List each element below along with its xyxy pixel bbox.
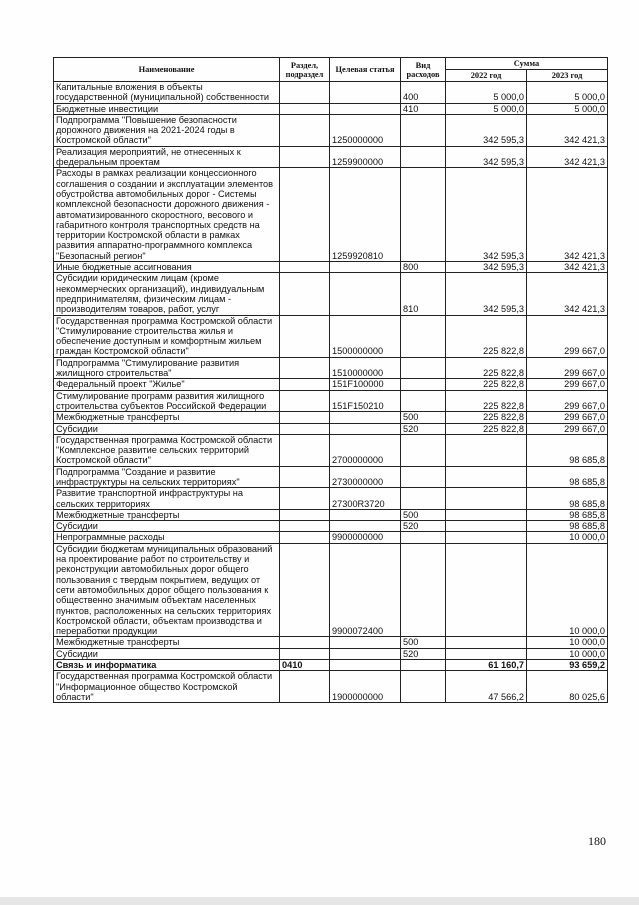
row-sum-2023: 93 659,2: [527, 660, 608, 671]
row-section: [280, 466, 330, 488]
row-expense-type: [401, 114, 446, 146]
row-section: [280, 509, 330, 520]
row-expense-type: 520: [401, 423, 446, 434]
row-section: [280, 82, 330, 104]
table-row: [54, 412, 608, 423]
row-sum-2022: [446, 521, 527, 532]
row-sum-2022: 342 595,3: [446, 273, 527, 315]
row-target-code: 2700000000: [330, 434, 401, 466]
header-name: Наименование: [54, 58, 280, 82]
row-sum-2022: 225 822,8: [446, 357, 527, 379]
row-sum-2023: 299 667,0: [527, 315, 608, 357]
row-sum-2023: 342 421,3: [527, 273, 608, 315]
row-sum-2023: 98 685,8: [527, 466, 608, 488]
row-sum-2022: 225 822,8: [446, 412, 527, 423]
row-target-code: [330, 423, 401, 434]
row-sum-2022: 225 822,8: [446, 390, 527, 412]
row-name: Федеральный проект "Жилье": [54, 379, 280, 390]
row-sum-2023: 98 685,8: [527, 521, 608, 532]
row-expense-type: 810: [401, 273, 446, 315]
row-sum-2022: 5 000,0: [446, 103, 527, 114]
row-sum-2022: [446, 488, 527, 510]
table-row: [54, 315, 608, 357]
row-name: Подпрограмма "Создание и развитие инфраструктуры на сельских территориях": [54, 466, 280, 488]
row-sum-2022: 342 595,3: [446, 146, 527, 168]
row-name: Реализация мероприятий, не отнесенных к федеральным проектам: [54, 146, 280, 168]
row-name: Субсидии: [54, 423, 280, 434]
row-sum-2023: 98 685,8: [527, 488, 608, 510]
row-sum-2023: 10 000,0: [527, 543, 608, 637]
row-sum-2022: [446, 434, 527, 466]
budget-table: [53, 57, 608, 703]
row-section: [280, 379, 330, 390]
row-expense-type: 500: [401, 412, 446, 423]
scan-edge: [0, 897, 639, 905]
row-section: [280, 146, 330, 168]
row-section: 0410: [280, 660, 330, 671]
row-target-code: 1900000000: [330, 671, 401, 703]
table-body: [54, 82, 608, 703]
row-name: Межбюджетные трансферты: [54, 509, 280, 520]
row-expense-type: 800: [401, 262, 446, 273]
row-section: [280, 434, 330, 466]
row-section: [280, 488, 330, 510]
row-target-code: 151F100000: [330, 379, 401, 390]
row-section: [280, 273, 330, 315]
row-name: Межбюджетные трансферты: [54, 637, 280, 648]
row-target-code: [330, 262, 401, 273]
row-expense-type: [401, 146, 446, 168]
row-expense-type: [401, 543, 446, 637]
row-name: Субсидии: [54, 648, 280, 659]
row-sum-2023: 98 685,8: [527, 434, 608, 466]
row-name: Государственная программа Костромской области "Комплексное развитие сельских территорий Костромской области": [54, 434, 280, 466]
row-name: Расходы в рамках реализации концессионного соглашения о создании и эксплуатации элементов обустройства автомобильных дорог - Системы комплексной безопасности дорожного движения - автоматизированного скоростного, весового и габаритного контроля транспортных средств на территории Костромской области в рамках развития аппаратно-программного комплекса "Безопасный регион": [54, 168, 280, 262]
row-name: Стимулирование программ развития жилищного строительства субъектов Российской Федерации: [54, 390, 280, 412]
row-name: Подпрограмма "Стимулирование развития жилищного строительства": [54, 357, 280, 379]
row-expense-type: [401, 532, 446, 543]
row-target-code: [330, 412, 401, 423]
row-target-code: [330, 660, 401, 671]
table-row: [54, 423, 608, 434]
row-sum-2023: 5 000,0: [527, 103, 608, 114]
header-section: Раздел, подраздел: [280, 58, 330, 82]
row-sum-2023: 342 421,3: [527, 146, 608, 168]
row-name: Государственная программа Костромской области "Информационное общество Костромской области": [54, 671, 280, 703]
table-row: [54, 390, 608, 412]
table-row: [54, 103, 608, 114]
row-expense-type: [401, 671, 446, 703]
row-expense-type: [401, 168, 446, 262]
row-section: [280, 543, 330, 637]
table-row: [54, 357, 608, 379]
table-row: [54, 637, 608, 648]
row-name: Государственная программа Костромской области "Стимулирование строительства жилья и обеспечение доступным и комфортным жильем граждан Костромской области": [54, 315, 280, 357]
row-section: [280, 412, 330, 423]
row-target-code: 9900000000: [330, 532, 401, 543]
row-sum-2023: 342 421,3: [527, 168, 608, 262]
row-target-code: 9900072400: [330, 543, 401, 637]
row-name: Субсидии юридическим лицам (кроме некоммерческих организаций), индивидуальным предпринимателям, физическим лицам - производителям товаров, работ, услуг: [54, 273, 280, 315]
row-target-code: 1259900000: [330, 146, 401, 168]
row-expense-type: [401, 357, 446, 379]
table-row: [54, 509, 608, 520]
row-target-code: [330, 521, 401, 532]
table-row: [54, 488, 608, 510]
table-row: [54, 379, 608, 390]
row-sum-2023: 299 667,0: [527, 423, 608, 434]
row-section: [280, 637, 330, 648]
row-sum-2023: 10 000,0: [527, 532, 608, 543]
row-expense-type: 500: [401, 637, 446, 648]
row-sum-2022: 225 822,8: [446, 315, 527, 357]
table-row: [54, 532, 608, 543]
row-name: Иные бюджетные ассигнования: [54, 262, 280, 273]
row-section: [280, 671, 330, 703]
row-sum-2022: 5 000,0: [446, 82, 527, 104]
row-sum-2022: 47 566,2: [446, 671, 527, 703]
row-expense-type: [401, 488, 446, 510]
row-sum-2023: 10 000,0: [527, 637, 608, 648]
row-section: [280, 103, 330, 114]
row-expense-type: [401, 434, 446, 466]
row-section: [280, 648, 330, 659]
row-section: [280, 262, 330, 273]
row-name: Подпрограмма "Повышение безопасности дорожного движения на 2021-2024 годы в Костромской области": [54, 114, 280, 146]
row-target-code: 1510000000: [330, 357, 401, 379]
row-target-code: [330, 509, 401, 520]
row-target-code: 1500000000: [330, 315, 401, 357]
row-sum-2022: 225 822,8: [446, 423, 527, 434]
row-sum-2023: 98 685,8: [527, 509, 608, 520]
row-section: [280, 423, 330, 434]
row-expense-type: 520: [401, 648, 446, 659]
row-target-code: 1259920810: [330, 168, 401, 262]
table-row: [54, 114, 608, 146]
table-row: [54, 262, 608, 273]
row-sum-2022: 342 595,3: [446, 168, 527, 262]
header-target: Целевая статья: [330, 58, 401, 82]
table-row: [54, 168, 608, 262]
row-target-code: [330, 82, 401, 104]
row-expense-type: 400: [401, 82, 446, 104]
row-sum-2022: [446, 509, 527, 520]
row-sum-2023: 299 667,0: [527, 379, 608, 390]
row-name: Капитальные вложения в объекты государственной (муниципальной) собственности: [54, 82, 280, 104]
table-row: [54, 671, 608, 703]
row-sum-2023: 5 000,0: [527, 82, 608, 104]
row-section: [280, 390, 330, 412]
row-name: Межбюджетные трансферты: [54, 412, 280, 423]
row-sum-2023: 299 667,0: [527, 412, 608, 423]
row-sum-2022: [446, 637, 527, 648]
row-sum-2022: 225 822,8: [446, 379, 527, 390]
row-section: [280, 521, 330, 532]
row-section: [280, 168, 330, 262]
row-name: Непрограммные расходы: [54, 532, 280, 543]
row-target-code: 27300R3720: [330, 488, 401, 510]
table-header: [54, 58, 608, 82]
table-row: [54, 543, 608, 637]
row-target-code: [330, 637, 401, 648]
header-type: Вид расходов: [401, 58, 446, 82]
table-row: [54, 648, 608, 659]
row-section: [280, 114, 330, 146]
row-section: [280, 532, 330, 543]
table-row: [54, 434, 608, 466]
table-row: [54, 273, 608, 315]
row-sum-2022: [446, 532, 527, 543]
row-expense-type: [401, 660, 446, 671]
header-year-2023: 2023 год: [527, 70, 608, 82]
row-sum-2023: 10 000,0: [527, 648, 608, 659]
header-year-2022: 2022 год: [446, 70, 527, 82]
row-name: Субсидии бюджетам муниципальных образований на проектирование работ по строительству и реконструкции автомобильных дорог общего пользования с твердым покрытием, ведущих от сети автомобильных дорог общего пользования к общественно значимым объектам населенных пунктов, расположенных на сельских территориях Костромской области, объектам производства и переработки продукции: [54, 543, 280, 637]
table-row: [54, 82, 608, 104]
row-target-code: [330, 648, 401, 659]
row-sum-2022: [446, 543, 527, 637]
row-expense-type: 500: [401, 509, 446, 520]
row-target-code: [330, 103, 401, 114]
row-sum-2022: [446, 648, 527, 659]
page-number: 180: [588, 834, 606, 848]
row-name: Бюджетные инвестиции: [54, 103, 280, 114]
row-expense-type: [401, 466, 446, 488]
row-expense-type: [401, 390, 446, 412]
row-name: Развитие транспортной инфраструктуры на сельских территориях: [54, 488, 280, 510]
row-name: Субсидии: [54, 521, 280, 532]
table-row: [54, 146, 608, 168]
row-target-code: 151F150210: [330, 390, 401, 412]
row-expense-type: 520: [401, 521, 446, 532]
table-row: [54, 660, 608, 671]
row-sum-2023: 299 667,0: [527, 390, 608, 412]
row-sum-2023: 80 025,6: [527, 671, 608, 703]
row-target-code: 2730000000: [330, 466, 401, 488]
row-expense-type: 410: [401, 103, 446, 114]
row-section: [280, 357, 330, 379]
row-target-code: [330, 273, 401, 315]
row-target-code: 1250000000: [330, 114, 401, 146]
row-sum-2023: 342 421,3: [527, 262, 608, 273]
row-expense-type: [401, 315, 446, 357]
row-sum-2023: 299 667,0: [527, 357, 608, 379]
row-sum-2023: 342 421,3: [527, 114, 608, 146]
row-name: Связь и информатика: [54, 660, 280, 671]
row-sum-2022: 61 160,7: [446, 660, 527, 671]
row-sum-2022: 342 595,3: [446, 262, 527, 273]
table-row: [54, 466, 608, 488]
row-expense-type: [401, 379, 446, 390]
row-sum-2022: 342 595,3: [446, 114, 527, 146]
row-sum-2022: [446, 466, 527, 488]
header-sum: Сумма: [446, 58, 608, 70]
table-row: [54, 521, 608, 532]
row-section: [280, 315, 330, 357]
